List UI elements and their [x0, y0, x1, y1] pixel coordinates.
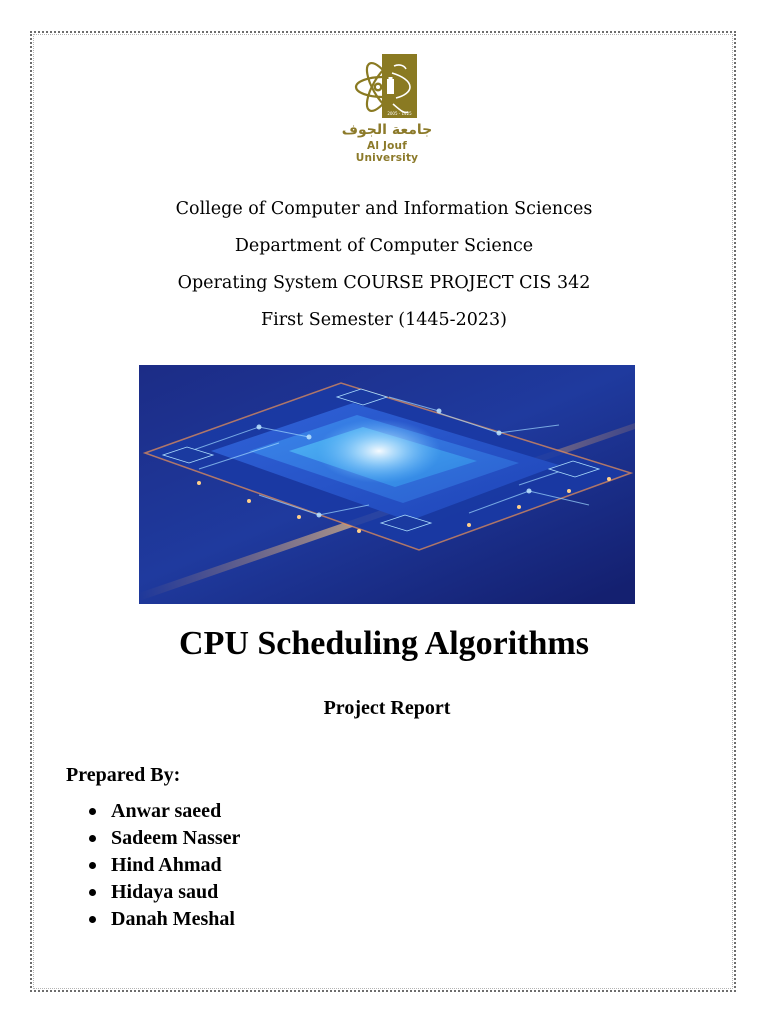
document-title: CPU Scheduling Algorithms — [179, 625, 589, 662]
list-item — [66, 798, 240, 825]
document-subtitle: Project Report — [323, 697, 451, 719]
circuit-board-image — [139, 365, 635, 604]
bullet-icon — [89, 808, 96, 815]
bullet-icon — [89, 862, 96, 869]
header-info — [0, 196, 768, 344]
author-name: Anwar saeed — [111, 800, 222, 822]
svg-text:2005 - 1425: 2005 - 1425 — [387, 111, 412, 116]
university-name-arabic: جامعة الجوف — [341, 122, 433, 138]
university-name-english: Al Jouf University — [355, 140, 419, 164]
list-item — [66, 906, 240, 933]
prepared-by-heading: Prepared By: — [66, 764, 181, 786]
semester: First Semester (1445-2023) — [261, 310, 507, 330]
course-name: Operating System COURSE PROJECT CIS 342 — [177, 273, 591, 293]
author-name: Hind Ahmad — [111, 854, 222, 876]
bullet-icon — [89, 835, 96, 842]
university-logo — [336, 52, 438, 164]
bullet-icon — [89, 889, 96, 896]
college-name: College of Computer and Information Sciences — [175, 199, 593, 219]
list-item — [66, 852, 240, 879]
author-name: Hidaya saud — [111, 881, 219, 903]
bullet-icon — [89, 916, 96, 923]
author-name: Danah Meshal — [111, 908, 235, 930]
list-item — [66, 825, 240, 852]
department-name: Department of Computer Science — [234, 236, 534, 256]
university-emblem-icon — [336, 52, 438, 120]
list-item — [66, 879, 240, 906]
author-name: Sadeem Nasser — [111, 827, 241, 849]
author-list — [66, 798, 240, 933]
